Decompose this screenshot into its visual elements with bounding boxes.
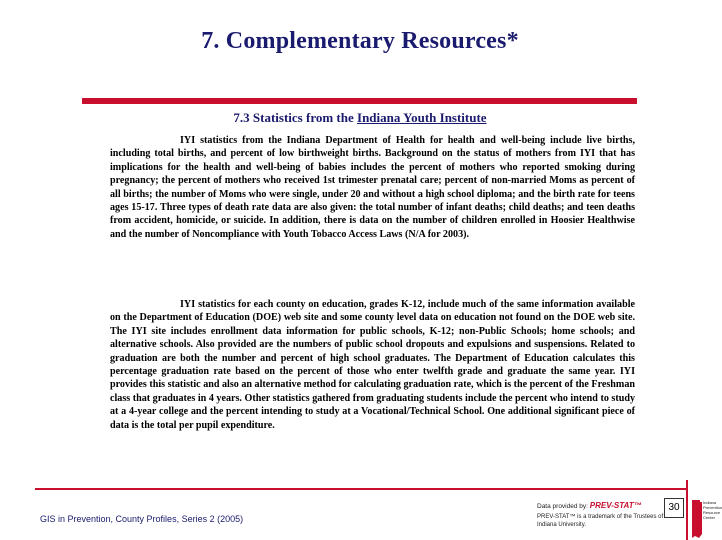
section-heading-prefix: 7.3 Statistics from the bbox=[233, 110, 358, 125]
prev-stat-brand: PREV-STAT™ bbox=[589, 501, 642, 510]
paragraph-health: IYI statistics from the Indiana Department of Health for health and well-being include live births, including total births, and percent of low birthweight births. Background on the status of mothers from IYI that has implications for the health and well-being of babies includes the percent of mothers who reported smoking during pregnancy; the percent of mothers who received 1st trimester prenatal care; percent of non-married Moms as percent of all births; the number of Moms who were single, under 20 and without a high school diploma; and the birth rate for teens ages 15-17. Three types of death rate data are also given: the total number of infant deaths; child deaths; and teen deaths from accident, homicide, or suicide. In addition, there is data on the number of children enrolled in Hoosier Healthwise and the number of Noncompliance with Youth Tobacco Access Laws (N/A for 2003). bbox=[110, 135, 635, 240]
provided-by-label: Data provided by: bbox=[537, 503, 590, 510]
footer-series: GIS in Prevention, County Profiles, Series 2 (2005) bbox=[40, 514, 244, 524]
data-provided-by bbox=[537, 501, 642, 510]
logo-caption: Indiana Prevention Resource Center bbox=[703, 500, 722, 520]
section-heading bbox=[0, 110, 720, 126]
paragraph-education: IYI statistics for each county on education, grades K-12, include much of the same information available on the Department of Education (DOE) web site and some county level data on education not found on the DOE web site. The IYI site includes enrollment data information for public schools, K-12; non-Public Schools; home schools; and alternative schools. Also provided are the numbers of public school dropouts and expulsions and suspensions. Related to graduation are both the number and percent of high school graduates. The Department of Education calculates this percentage graduation rate based on the percent of those who enter twelfth grade and graduate the same year. IYI provides this statistic and also an alternative method for calculating graduation rate, which is the percent of the Freshman class that graduates in 4 years. Other statistics gathered from graduating students include the percent who intend to study at a 4-year college and the percent intending to study at a Vocational/Technical School. One additional significant piece of data is the total per pupil expenditure. bbox=[110, 299, 635, 431]
slide-title: 7. Complementary Resources* bbox=[201, 28, 519, 54]
indiana-youth-institute-link[interactable]: Indiana Youth Institute bbox=[357, 110, 487, 125]
page-number: 30 bbox=[664, 498, 684, 518]
trademark-notice: PREV-STAT™ is a trademark of the Trustees of Indiana University. bbox=[537, 514, 664, 528]
footer-vertical-divider bbox=[686, 480, 688, 540]
bottom-divider bbox=[35, 488, 687, 490]
top-divider bbox=[82, 98, 637, 104]
